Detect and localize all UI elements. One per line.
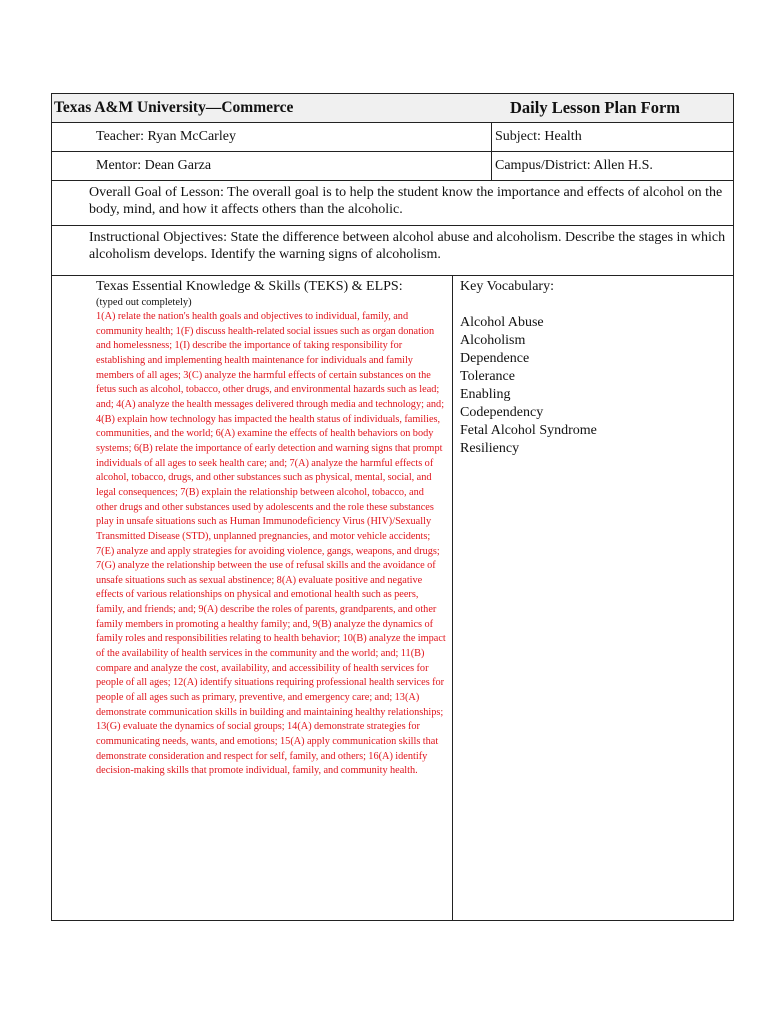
vocabulary-item: Enabling xyxy=(460,387,511,402)
vocabulary-section xyxy=(452,276,733,920)
vocabulary-item: Alcoholism xyxy=(460,333,526,348)
university-name: Texas A&M University—Commerce xyxy=(54,99,294,116)
teks-title: Texas Essential Knowledge & Skills (TEKS) & ELPS: xyxy=(96,279,403,294)
teacher-field: Teacher: Ryan McCarley xyxy=(96,129,236,144)
objectives-row xyxy=(52,225,733,275)
overall-goal-text: Overall Goal of Lesson: The overall goal is to help the student know the importance and effects of alcohol on the body, mind, and how it affects others than the alcoholic. xyxy=(89,185,723,217)
campus-field: Campus/District: Allen H.S. xyxy=(491,152,733,180)
teks-body: 1(A) relate the nation's health goals and objectives to individual, family, and community health; 1(F) discuss health-related social issues such as organ donation and homelessness; 1(I) describe the importance of taking responsibility for establishing and implementing health maintenance for individuals and family members of all ages; 3(C) analyze the harmful effects of certain substances on the fetus such as alcohol, tobacco, other drugs, and environmental hazards such as lead; and; 4(A) analyze the health messages delivered through media and technology; and; 4(B) explain how technology has impacted the health status of individuals, families, communities, and the world; 6(A) examine the effects of health behaviors on body systems; 6(B) relate the importance of early detection and warning signs that prompt individuals of all ages to seek health care; and; 7(A) analyze the harmful effects of alcohol, tobacco, drugs, and other substances such as physical, mental, social, and legal consequences; 7(B) explain the relationship between alcohol, tobacco, and other drugs and other substances used by adolescents and the role these substances play in unsafe situations such as Human Immunodeficiency Virus (HIV)/Sexually Transmitted Disease (STD), unplanned pregnancies, and motor vehicle accidents; 7(E) analyze and apply strategies for avoiding violence, gangs, weapons, and drugs; 7(G) analyze the relationship between the use of refusal skills and the avoidance of unsafe situations such as sexual abstinence; 8(A) evaluate positive and negative effects of various relationships on physical and emotional health such as peers, family, and friends; and; 9(A) describe the roles of parents, grandparents, and other family members in promoting a healthy family; and, 9(B) analyze the dynamics of family roles and responsibilities relating to health behavior; 10(B) analyze the impact of the availability of health services in the community and the world; and; 11(B) compare and analyze the cost, availability, and accessibility of health services for people of all ages; 12(A) identify situations requiring professional health services for people of all ages such as primary, preventive, and emergency care; and; 13(A) demonstrate communication skills in building and maintaining healthy relationships; 13(G) evaluate the dynamics of social groups; 14(A) demonstrate strategies for communicating needs, wants, and emotions; 15(A) apply communication skills that demonstrate consideration and respect for self, family, and others; 16(A) identify decision-making skills that promote individual, family, and community health. xyxy=(96,311,446,777)
teks-vocab-row xyxy=(52,275,733,920)
vocabulary-title: Key Vocabulary: xyxy=(460,279,554,294)
vocabulary-item: Codependency xyxy=(460,405,544,420)
overall-goal-row xyxy=(52,180,733,225)
form-header-row xyxy=(52,94,733,122)
mentor-field: Mentor: Dean Garza xyxy=(96,158,212,173)
vocabulary-list xyxy=(460,314,729,458)
mentor-campus-row xyxy=(52,151,733,180)
teks-section xyxy=(52,276,452,920)
teks-subtitle: (typed out completely) xyxy=(96,297,192,308)
vocabulary-item: Tolerance xyxy=(460,369,515,384)
teacher-subject-row xyxy=(52,122,733,151)
subject-field: Subject: Health xyxy=(491,123,733,151)
vocabulary-item: Resiliency xyxy=(460,441,520,456)
objectives-text: Instructional Objectives: State the difference between alcohol abuse and alcoholism. Describe the stages in which alcoholism develops. Identify the warning signs of alcoholism. xyxy=(89,230,726,262)
vocabulary-item: Fetal Alcohol Syndrome xyxy=(460,423,597,438)
lesson-plan-form xyxy=(51,93,734,921)
form-title: Daily Lesson Plan Form xyxy=(510,98,681,117)
vocabulary-item: Alcohol Abuse xyxy=(460,315,544,330)
vocabulary-item: Dependence xyxy=(460,351,530,366)
